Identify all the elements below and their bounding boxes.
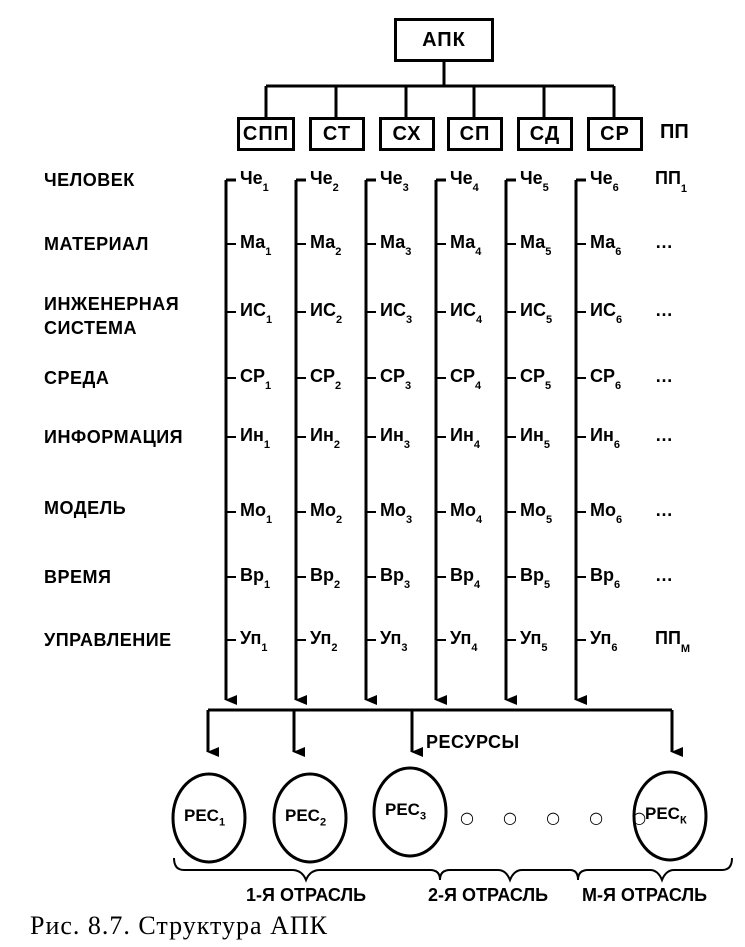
cell-symbol: ИС — [590, 300, 616, 320]
branch-label-m: М-Я ОТРАСЛЬ — [582, 885, 708, 905]
resource-name: РЕС — [184, 806, 219, 825]
resource-index: К — [679, 814, 687, 827]
row-label-time: ВРЕМЯ — [44, 567, 112, 587]
matrix-cell — [310, 628, 338, 652]
cell-index: 6 — [612, 181, 619, 194]
cell-symbol: Уп — [240, 628, 262, 648]
resources-label: РЕСУРСЫ — [426, 732, 520, 752]
subsystem-label: СХ — [392, 122, 422, 145]
matrix-cell — [310, 425, 340, 449]
trailing-symbol: ПП — [655, 628, 681, 648]
cell-symbol: Ин — [590, 425, 614, 445]
cell-index: 6 — [613, 438, 620, 451]
cell-symbol: Мо — [240, 500, 266, 520]
cell-index: 5 — [543, 438, 550, 451]
matrix-cell — [240, 366, 271, 390]
matrix-cell — [520, 565, 550, 589]
subsystem-box — [517, 117, 573, 151]
matrix-cell — [450, 168, 479, 192]
resource-item — [385, 800, 426, 822]
cell-symbol: Уп — [380, 628, 402, 648]
row-trailing-label — [655, 232, 673, 253]
cell-index: 3 — [402, 181, 409, 194]
resource-index: 2 — [319, 816, 327, 829]
cell-symbol: Мо — [520, 500, 546, 520]
cell-index: 3 — [405, 245, 412, 258]
matrix-cell — [380, 565, 410, 589]
cell-index: 2 — [332, 181, 339, 194]
row-label-engineering-system: ИНЖЕНЕРНАЯ СИСТЕМА — [44, 294, 180, 338]
cell-index: 1 — [261, 641, 268, 654]
cell-symbol: ИС — [380, 300, 406, 320]
cell-symbol: Че — [380, 168, 403, 188]
trailing-symbol: … — [655, 366, 673, 386]
matrix-cell — [520, 425, 550, 449]
cell-index: 6 — [615, 313, 623, 326]
matrix-cell — [590, 300, 622, 324]
matrix-cell — [520, 628, 548, 652]
trailing-symbol: … — [655, 232, 673, 252]
matrix-cell — [590, 425, 620, 449]
matrix-cell — [240, 425, 270, 449]
cell-symbol: ИС — [240, 300, 266, 320]
resource-item — [184, 806, 225, 828]
cell-symbol: Ин — [380, 425, 404, 445]
matrix-cell — [450, 232, 481, 256]
cell-index: 4 — [474, 578, 481, 591]
matrix-cell — [380, 366, 411, 390]
cell-symbol: Вр — [590, 565, 614, 585]
cell-symbol: Ма — [310, 232, 336, 252]
cell-index: 5 — [544, 578, 551, 591]
cell-symbol: СР — [240, 366, 266, 386]
cell-index: 5 — [545, 379, 552, 392]
cell-index: 4 — [471, 641, 478, 654]
cell-index: 6 — [615, 245, 622, 258]
matrix-cell — [590, 628, 618, 652]
cell-symbol: Ин — [520, 425, 544, 445]
cell-index: 2 — [335, 245, 342, 258]
matrix-cell — [590, 366, 621, 390]
resource-name: РЕС — [645, 804, 680, 823]
cell-index: 4 — [475, 245, 482, 258]
row-label-environment: СРЕДА — [44, 368, 110, 388]
matrix-cell — [310, 500, 342, 524]
matrix-cell — [450, 565, 480, 589]
matrix-cell — [520, 366, 551, 390]
resource-name: РЕС — [385, 800, 420, 819]
row-trailing-label — [655, 500, 673, 521]
matrix-cell — [380, 425, 410, 449]
trailing-symbol: … — [655, 565, 673, 585]
trailing-symbol: … — [655, 300, 673, 320]
cell-symbol: Ин — [310, 425, 334, 445]
cell-index: 1 — [265, 245, 272, 258]
cell-symbol: СР — [590, 366, 616, 386]
cell-symbol: Ма — [240, 232, 266, 252]
cell-index: 5 — [541, 641, 548, 654]
cell-symbol: Ма — [520, 232, 546, 252]
cell-index: 2 — [333, 438, 340, 451]
matrix-cell — [520, 232, 551, 256]
matrix-cell — [450, 628, 478, 652]
matrix-cell — [240, 168, 269, 192]
row-label-model: МОДЕЛЬ — [44, 498, 127, 518]
matrix-cell — [520, 168, 549, 192]
cell-index: 3 — [401, 641, 408, 654]
subsystem-box — [587, 117, 643, 151]
matrix-cell — [310, 565, 340, 589]
resource-index: 1 — [218, 816, 226, 829]
matrix-cell — [450, 366, 481, 390]
cell-index: 1 — [266, 513, 273, 526]
cell-index: 1 — [264, 578, 271, 591]
cell-index: 5 — [545, 245, 552, 258]
subsystem-label: СП — [459, 122, 491, 145]
cell-index: 6 — [611, 641, 618, 654]
cell-index: 4 — [475, 313, 483, 326]
subsystem-label: СР — [600, 122, 630, 145]
cell-symbol: Уп — [590, 628, 612, 648]
matrix-cell — [310, 168, 339, 192]
figure-caption: Рис. 8.7. Структура АПК — [30, 911, 328, 940]
cell-symbol: Че — [310, 168, 333, 188]
cell-symbol: Мо — [310, 500, 336, 520]
cell-index: 3 — [404, 578, 411, 591]
matrix-cell — [590, 565, 620, 589]
apk-box — [394, 18, 494, 62]
matrix-cell — [590, 168, 619, 192]
row-label-management: УПРАВЛЕНИЕ — [44, 630, 172, 650]
cell-index: 4 — [473, 438, 480, 451]
cell-index: 6 — [616, 513, 623, 526]
matrix-cell — [450, 500, 482, 524]
cell-symbol: Вр — [520, 565, 544, 585]
cell-symbol: Уп — [310, 628, 332, 648]
matrix-cell — [450, 425, 480, 449]
matrix-cell — [310, 366, 341, 390]
trailing-index: 1 — [680, 182, 687, 195]
cell-symbol: СР — [310, 366, 336, 386]
cell-index: 1 — [262, 181, 269, 194]
cell-index: 4 — [475, 379, 482, 392]
cell-symbol: Ин — [240, 425, 264, 445]
matrix-cell — [310, 232, 341, 256]
matrix-cell — [520, 500, 552, 524]
cell-index: 6 — [614, 578, 621, 591]
trailing-symbol: … — [655, 425, 673, 445]
row-trailing-label — [655, 565, 673, 586]
cell-index: 2 — [336, 513, 343, 526]
branch-label-1: 1-Я ОТРАСЛЬ — [246, 885, 367, 905]
cell-index: 5 — [542, 181, 549, 194]
trailing-symbol: … — [655, 500, 673, 520]
row-label-person: ЧЕЛОВЕК — [44, 170, 135, 190]
cell-symbol: Вр — [240, 565, 264, 585]
matrix-cell — [590, 232, 621, 256]
row-label-material: МАТЕРИАЛ — [44, 234, 149, 254]
row-trailing-label — [655, 628, 691, 655]
cell-symbol: Мо — [380, 500, 406, 520]
cell-index: 3 — [406, 513, 413, 526]
cell-symbol: Вр — [450, 565, 474, 585]
cell-symbol: Ма — [450, 232, 476, 252]
cell-symbol: СР — [520, 366, 546, 386]
cell-index: 5 — [546, 513, 553, 526]
cell-index: 6 — [615, 379, 622, 392]
cell-symbol: Вр — [310, 565, 334, 585]
matrix-cell — [310, 300, 342, 324]
cell-index: 1 — [265, 379, 272, 392]
matrix-cell — [520, 300, 552, 324]
matrix-cell — [240, 628, 268, 652]
matrix-cell — [240, 300, 272, 324]
matrix-cell — [380, 628, 408, 652]
matrix-cell — [380, 168, 409, 192]
subsystems-row-label: ПП — [660, 121, 689, 143]
subsystem-box — [379, 117, 435, 151]
matrix-cell — [240, 232, 271, 256]
matrix-cell — [590, 500, 622, 524]
row-trailing-label — [655, 425, 673, 446]
cell-symbol: Че — [590, 168, 613, 188]
subsystem-label: СТ — [322, 122, 352, 145]
cell-symbol: Уп — [520, 628, 542, 648]
row-label-information: ИНФОРМАЦИЯ — [44, 427, 184, 447]
branch-label-2: 2-Я ОТРАСЛЬ — [428, 885, 549, 905]
apk-label: АПК — [422, 28, 466, 51]
cell-symbol: Мо — [590, 500, 616, 520]
resource-index: 3 — [419, 810, 427, 823]
matrix-cell — [240, 565, 270, 589]
resource-ellipsis-dots: ○ ○ ○ ○ ○ — [460, 808, 659, 827]
cell-symbol: ИС — [520, 300, 546, 320]
cell-index: 4 — [476, 513, 483, 526]
cell-symbol: СР — [380, 366, 406, 386]
trailing-symbol: ПП — [655, 168, 681, 188]
matrix-cell — [380, 300, 412, 324]
row-trailing-label — [655, 300, 673, 321]
cell-index: 1 — [265, 313, 273, 326]
cell-index: 5 — [545, 313, 553, 326]
cell-symbol: СР — [450, 366, 476, 386]
cell-symbol: Вр — [380, 565, 404, 585]
matrix-cell — [380, 232, 411, 256]
cell-index: 2 — [335, 379, 342, 392]
cell-index: 4 — [472, 181, 479, 194]
trailing-index: М — [680, 642, 691, 655]
resource-name: РЕС — [285, 806, 320, 825]
cell-symbol: Че — [240, 168, 263, 188]
cell-index: 3 — [405, 313, 413, 326]
cell-symbol: Ма — [590, 232, 616, 252]
cell-symbol: Ин — [450, 425, 474, 445]
cell-symbol: Уп — [450, 628, 472, 648]
matrix-cell — [380, 500, 412, 524]
cell-symbol: Че — [520, 168, 543, 188]
cell-symbol: ИС — [310, 300, 336, 320]
cell-index: 3 — [403, 438, 410, 451]
cell-index: 3 — [405, 379, 412, 392]
row-trailing-label — [655, 366, 673, 387]
cell-index: 2 — [334, 578, 341, 591]
cell-symbol: ИС — [450, 300, 476, 320]
subsystem-box — [237, 117, 295, 151]
matrix-cell — [450, 300, 482, 324]
cell-index: 1 — [263, 438, 270, 451]
subsystem-label: СПП — [242, 122, 290, 145]
row-trailing-label — [655, 168, 687, 195]
cell-symbol: Ма — [380, 232, 406, 252]
cell-index: 2 — [335, 313, 343, 326]
cell-symbol: Че — [450, 168, 473, 188]
subsystem-box — [309, 117, 365, 151]
subsystem-box — [447, 117, 503, 151]
matrix-cell — [240, 500, 272, 524]
cell-symbol: Мо — [450, 500, 476, 520]
cell-index: 2 — [331, 641, 338, 654]
resource-item — [285, 806, 326, 828]
subsystem-label: СД — [529, 122, 561, 145]
